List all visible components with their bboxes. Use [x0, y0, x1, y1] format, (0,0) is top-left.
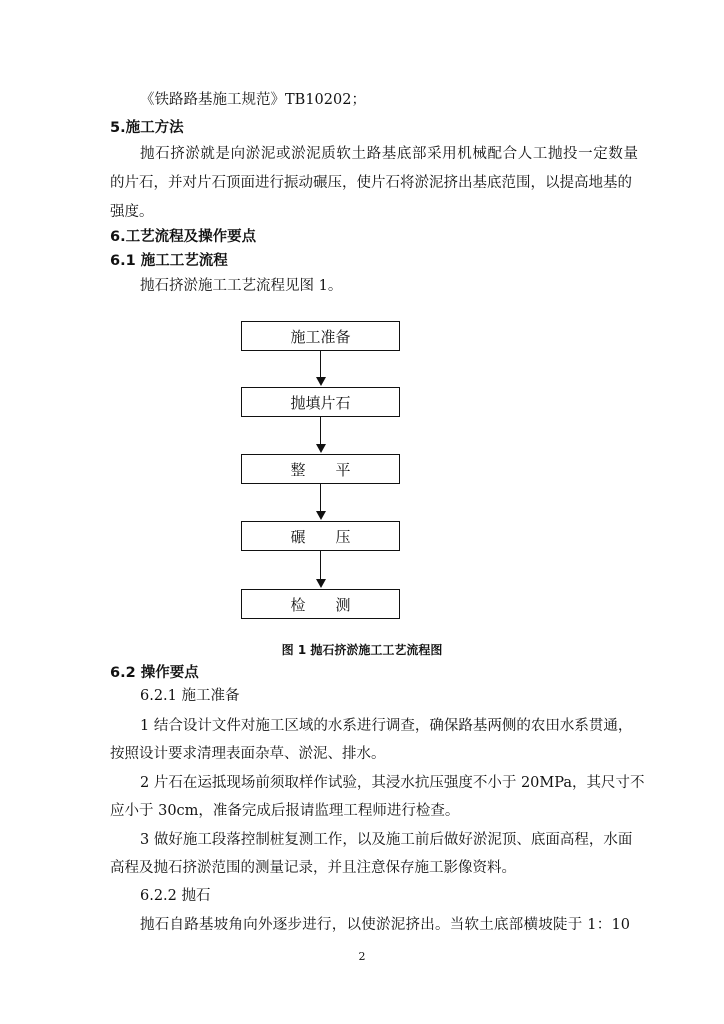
flow-arrowhead-2 [316, 444, 326, 453]
flow-arrow-3 [320, 484, 321, 511]
section-5-heading: 5.施工方法 [110, 120, 184, 136]
item-1-line-1: 1 结合设计文件对施工区域的水系进行调查，确保路基两侧的农田水系贯通， [140, 718, 633, 734]
section-6-2-heading: 6.2 操作要点 [110, 665, 199, 681]
flow-arrow-4 [320, 551, 321, 579]
flow-arrow-2 [320, 417, 321, 444]
flow-step-3: 整 平 [241, 454, 400, 484]
page-number: 2 [358, 950, 366, 963]
flow-arrowhead-4 [316, 579, 326, 588]
section-6-2-1-heading: 6.2.1 施工准备 [140, 688, 240, 704]
section-6-2-2-heading: 6.2.2 抛石 [140, 888, 211, 904]
section-5-line-2: 的片石，并对片石顶面进行振动碾压，使片石将淤泥挤出基底范围，以提高地基的 [110, 175, 632, 191]
section-5-line-3: 强度。 [110, 204, 154, 220]
item-3-line-1: 3 做好施工段落控制桩复测工作，以及施工前后做好淤泥顶、底面高程，水面 [140, 832, 633, 848]
section-6-1-heading: 6.1 施工工艺流程 [110, 253, 228, 269]
standard-reference: 《铁路路基施工规范》TB10202； [140, 92, 366, 108]
item-3-line-2: 高程及抛石挤淤范围的测量记录，并且注意保存施工影像资料。 [110, 860, 516, 876]
flow-step-2: 抛填片石 [241, 387, 400, 417]
section-5-line-1: 抛石挤淤就是向淤泥或淤泥质软土路基底部采用机械配合人工抛投一定数量 [140, 146, 638, 162]
item-2-line-1: 2 片石在运抵现场前须取样作试验，其浸水抗压强度不小于 20MPa，其尺寸不 [140, 775, 645, 791]
section-6-1-text: 抛石挤淤施工工艺流程见图 1。 [140, 278, 343, 294]
section-6-heading: 6.工艺流程及操作要点 [110, 229, 257, 245]
flow-step-4: 碾 压 [241, 521, 400, 551]
flow-step-1: 施工准备 [241, 321, 400, 351]
flow-arrowhead-3 [316, 511, 326, 520]
flow-arrow-1 [320, 351, 321, 377]
item-2-line-2: 应小于 30cm，准备完成后报请监理工程师进行检查。 [110, 803, 460, 819]
flow-step-5: 检 测 [241, 589, 400, 619]
item-1-line-2: 按照设计要求清理表面杂草、淤泥、排水。 [110, 746, 386, 762]
figure-caption: 图 1 抛石挤淤施工工艺流程图 [281, 643, 443, 657]
flow-arrowhead-1 [316, 377, 326, 386]
last-paragraph-line: 抛石自路基坡角向外逐步进行，以使淤泥挤出。当软土底部横坡陡于 1：10 [140, 917, 630, 933]
